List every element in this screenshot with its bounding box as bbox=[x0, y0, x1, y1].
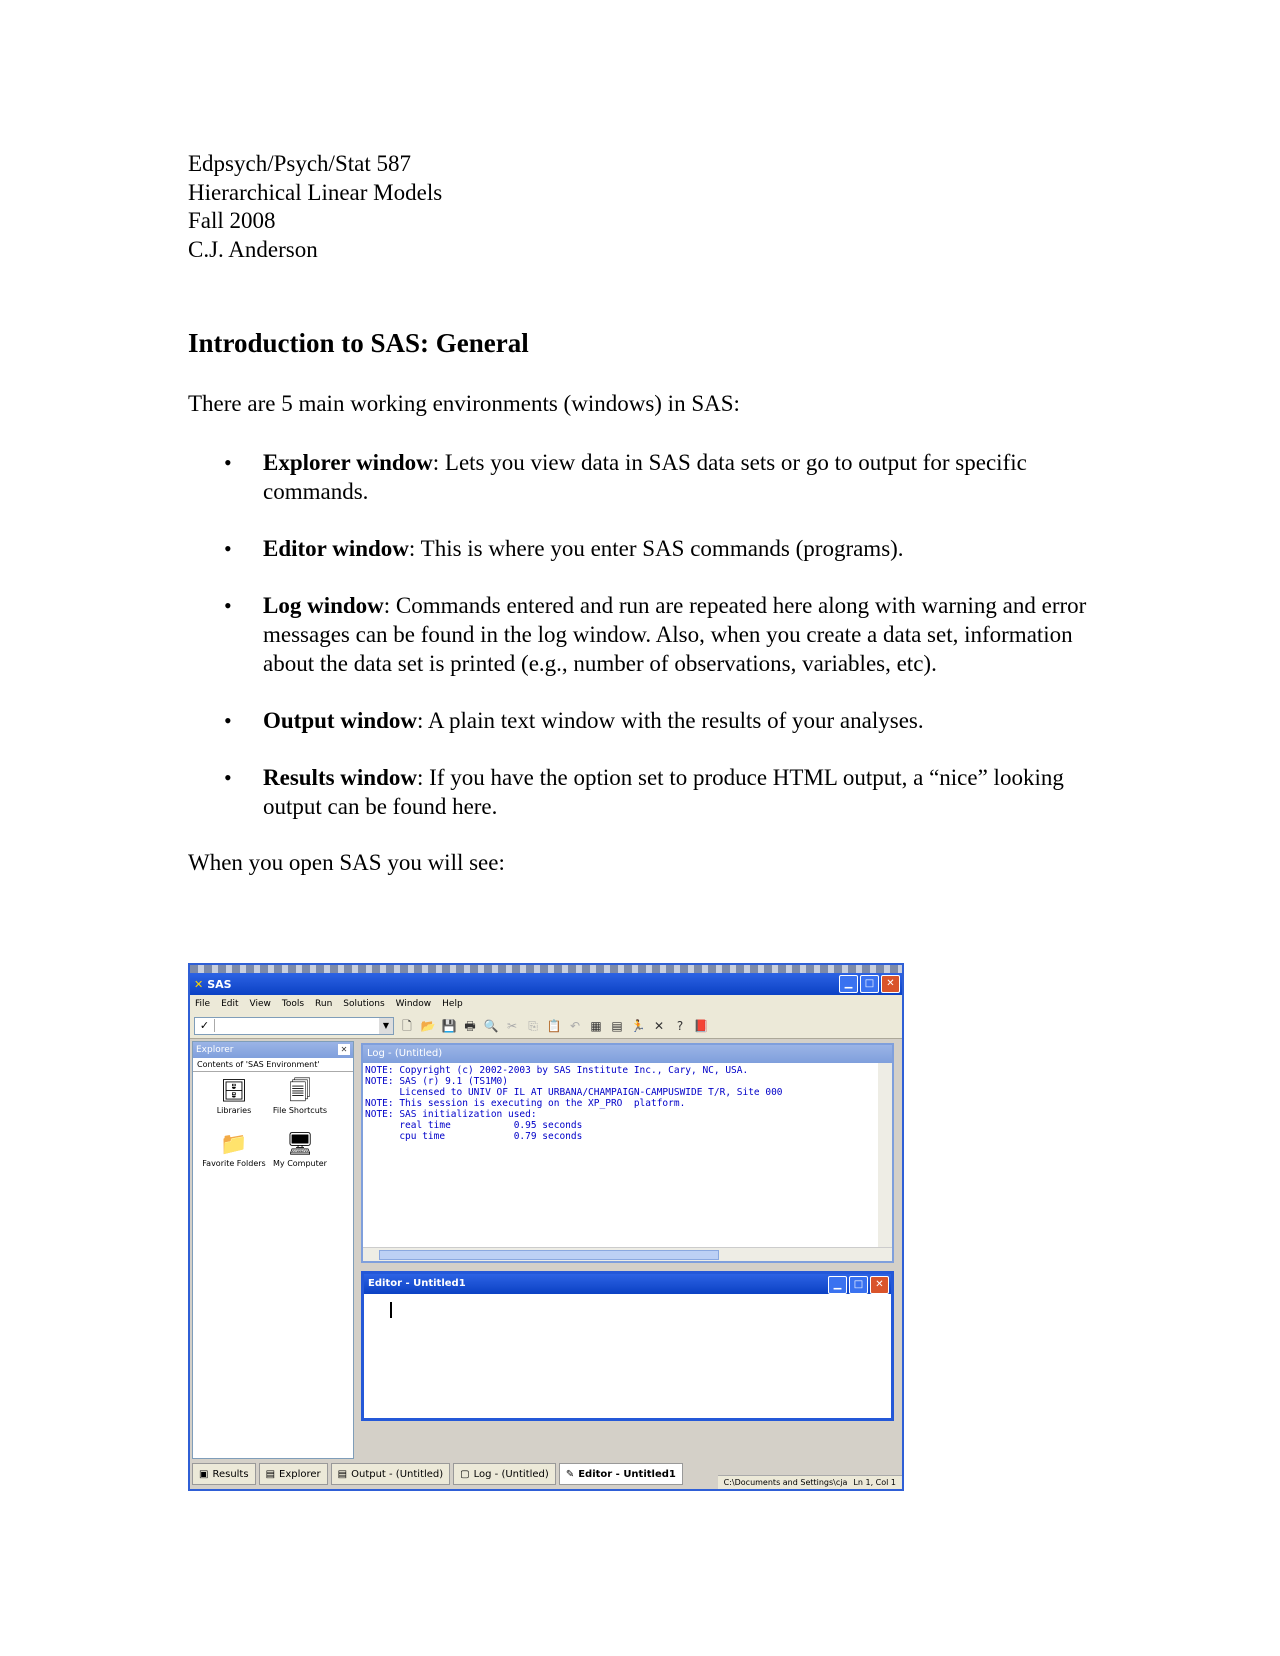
close-icon[interactable]: ✕ bbox=[870, 1276, 889, 1294]
bullet-icon: • bbox=[224, 536, 232, 561]
editor-title: Editor - Untitled1 bbox=[368, 1278, 466, 1289]
run-icon[interactable]: 🏃 bbox=[630, 1018, 646, 1033]
list-item bbox=[188, 534, 1108, 563]
tab-results[interactable] bbox=[192, 1463, 256, 1485]
sas-title-bar bbox=[190, 973, 902, 995]
editor-window-controls bbox=[828, 1276, 889, 1294]
print-preview-icon[interactable]: 🔍 bbox=[483, 1018, 499, 1033]
dropdown-icon[interactable]: ▼ bbox=[379, 1018, 393, 1034]
tab-label: Log - (Untitled) bbox=[473, 1468, 549, 1480]
window-controls bbox=[839, 975, 900, 993]
save-icon[interactable]: 💾 bbox=[441, 1018, 457, 1033]
tab-editor[interactable] bbox=[559, 1463, 683, 1485]
command-box[interactable] bbox=[194, 1017, 394, 1035]
log-body[interactable] bbox=[363, 1063, 892, 1142]
maximize-icon[interactable]: □ bbox=[860, 975, 879, 993]
explorer-item-favorite-folders[interactable] bbox=[201, 1131, 267, 1168]
term: Output window bbox=[263, 708, 418, 733]
bullet-icon: • bbox=[224, 708, 232, 733]
print-icon[interactable]: 🖶 bbox=[464, 1018, 476, 1033]
cut-icon[interactable]: ✂ bbox=[506, 1018, 518, 1033]
tab-log[interactable] bbox=[453, 1463, 556, 1485]
menu-edit[interactable]: Edit bbox=[221, 999, 239, 1009]
description: : A plain text window with the results of your analyses. bbox=[417, 708, 924, 733]
closing-paragraph: When you open SAS you will see: bbox=[188, 850, 505, 875]
log-line: NOTE: Copyright (c) 2002-2003 by SAS Institute Inc., Cary, NC, USA. bbox=[365, 1065, 749, 1076]
explorer-icon: ▤ bbox=[265, 1468, 276, 1480]
my-computer-icon: 🖥 bbox=[286, 1132, 314, 1157]
log-window bbox=[361, 1043, 894, 1263]
menu-tools[interactable]: Tools bbox=[281, 999, 305, 1009]
file-shortcuts-icon: 🗐 bbox=[289, 1079, 311, 1104]
status-position: Ln 1, Col 1 bbox=[853, 1478, 896, 1487]
results-icon: ▣ bbox=[199, 1468, 209, 1480]
explorer-window bbox=[192, 1041, 354, 1459]
log-line: cpu time 0.79 seconds bbox=[365, 1131, 583, 1142]
description: : If you have the option set to produce HTML output, a “nice” looking output can be found here. bbox=[263, 765, 1064, 819]
scroll-thumb[interactable] bbox=[379, 1250, 719, 1260]
paste-icon[interactable]: 📋 bbox=[546, 1018, 562, 1033]
log-line: NOTE: SAS (r) 9.1 (TS1M0) bbox=[365, 1076, 508, 1087]
menu-run[interactable]: Run bbox=[315, 999, 333, 1009]
explorer-subtitle: Contents of 'SAS Environment' bbox=[193, 1058, 353, 1072]
term: Results window bbox=[263, 765, 418, 790]
libraries-icon: 🗄 bbox=[220, 1079, 248, 1104]
sas-screenshot bbox=[188, 963, 904, 1491]
favorite-folders-icon: 📁 bbox=[220, 1132, 248, 1157]
explorer-item-label: File Shortcuts bbox=[272, 1106, 328, 1115]
description: : Lets you view data in SAS data sets or go to output for specific commands. bbox=[263, 450, 1027, 504]
explorer-item-libraries[interactable] bbox=[201, 1078, 267, 1115]
term: Fall 2008 bbox=[188, 208, 276, 233]
log-icon: ▢ bbox=[460, 1468, 470, 1480]
explorer-icon[interactable]: ▤ bbox=[611, 1018, 623, 1033]
minimize-icon[interactable]: ▁ bbox=[828, 1276, 847, 1294]
copy-icon[interactable]: ⎘ bbox=[528, 1018, 538, 1033]
help-icon[interactable]: ? bbox=[676, 1018, 684, 1033]
description: : Commands entered and run are repeated here along with warning and error messages can be found in the log window. Also, when you create a data set, information about the data set is printed (e.g., number of observations, variables, etc). bbox=[263, 593, 1087, 676]
document bbox=[188, 150, 1108, 877]
term: Log window bbox=[263, 593, 384, 618]
menu-view[interactable]: View bbox=[249, 999, 271, 1009]
tab-output[interactable] bbox=[331, 1463, 451, 1485]
menu-help[interactable]: Help bbox=[442, 999, 463, 1009]
book-icon[interactable]: 📕 bbox=[693, 1018, 709, 1033]
open-icon[interactable]: 📂 bbox=[420, 1018, 436, 1033]
menu-solutions[interactable]: Solutions bbox=[343, 999, 385, 1009]
term: Explorer window bbox=[263, 450, 433, 475]
status-path: C:\Documents and Settings\cja bbox=[723, 1478, 848, 1487]
taskbar-strip bbox=[190, 965, 902, 973]
output-icon: ▤ bbox=[337, 1468, 348, 1480]
status-bar bbox=[718, 1475, 902, 1489]
text-cursor bbox=[390, 1302, 392, 1318]
explorer-item-label: My Computer bbox=[273, 1159, 327, 1168]
explorer-item-file-shortcuts[interactable] bbox=[267, 1078, 333, 1115]
list-item bbox=[188, 591, 1108, 678]
section-title: Introduction to SAS: General bbox=[188, 328, 529, 358]
bullet-icon: • bbox=[224, 765, 232, 790]
editor-window[interactable] bbox=[361, 1271, 894, 1421]
tab-label: Explorer bbox=[279, 1468, 321, 1480]
environment-list bbox=[188, 448, 1108, 821]
menu-bar bbox=[190, 995, 902, 1013]
close-icon[interactable]: ✕ bbox=[338, 1044, 350, 1055]
minimize-icon[interactable]: ▁ bbox=[839, 975, 858, 993]
check-icon[interactable]: ✓ bbox=[195, 1019, 215, 1032]
explorer-icons bbox=[193, 1072, 353, 1168]
explorer-title: Explorer bbox=[196, 1045, 234, 1055]
new-icon[interactable]: 🗋 bbox=[402, 1018, 412, 1033]
toolbar bbox=[190, 1013, 902, 1039]
tab-label: Output - (Untitled) bbox=[351, 1468, 444, 1480]
log-line: real time 0.95 seconds bbox=[365, 1120, 583, 1131]
menu-file[interactable]: File bbox=[195, 999, 211, 1009]
log-vertical-scrollbar[interactable] bbox=[878, 1063, 892, 1247]
author: C.J. Anderson bbox=[188, 236, 318, 262]
maximize-icon[interactable]: □ bbox=[849, 1276, 868, 1294]
tab-explorer[interactable] bbox=[259, 1463, 328, 1485]
menu-window[interactable]: Window bbox=[395, 999, 432, 1009]
course-header bbox=[188, 150, 1108, 264]
list-item bbox=[188, 706, 1108, 735]
sas-logo-icon: ✕ bbox=[194, 977, 204, 991]
description: : This is where you enter SAS commands (programs). bbox=[408, 536, 904, 561]
log-line: NOTE: This session is executing on the XP_PRO platform. bbox=[365, 1098, 686, 1109]
library-icon[interactable]: ▦ bbox=[590, 1018, 602, 1033]
explorer-item-my-computer[interactable] bbox=[267, 1131, 333, 1168]
intro-paragraph: There are 5 main working environments (windows) in SAS: bbox=[188, 391, 740, 416]
close-icon[interactable]: ✕ bbox=[881, 975, 900, 993]
explorer-item-label: Libraries bbox=[216, 1106, 252, 1115]
term: Editor window bbox=[263, 536, 409, 561]
list-item bbox=[188, 763, 1108, 821]
bullet-icon: • bbox=[224, 450, 232, 475]
log-horizontal-scrollbar[interactable] bbox=[363, 1247, 892, 1261]
bullet-icon: • bbox=[224, 593, 232, 618]
list-item bbox=[188, 448, 1108, 506]
log-line: NOTE: SAS initialization used: bbox=[365, 1109, 537, 1120]
editor-icon: ✎ bbox=[565, 1468, 575, 1480]
app-title: SAS bbox=[207, 977, 232, 991]
log-line: Licensed to UNIV OF IL AT URBANA/CHAMPAIGN-CAMPUSWIDE T/R, Site 000 bbox=[365, 1087, 783, 1098]
explorer-item-label: Favorite Folders bbox=[202, 1159, 266, 1168]
course-title: Hierarchical Linear Models bbox=[188, 179, 443, 205]
course-number: Edpsych/Psych/Stat 587 bbox=[188, 151, 411, 176]
undo-icon[interactable]: ↶ bbox=[569, 1018, 581, 1033]
tab-label: Editor - Untitled1 bbox=[578, 1468, 676, 1480]
explorer-title-bar bbox=[193, 1042, 353, 1058]
log-title-bar: Log - (Untitled) bbox=[363, 1045, 892, 1063]
clear-icon[interactable]: ✕ bbox=[653, 1018, 665, 1033]
editor-title-bar bbox=[364, 1274, 891, 1294]
tab-label: Results bbox=[212, 1468, 249, 1480]
